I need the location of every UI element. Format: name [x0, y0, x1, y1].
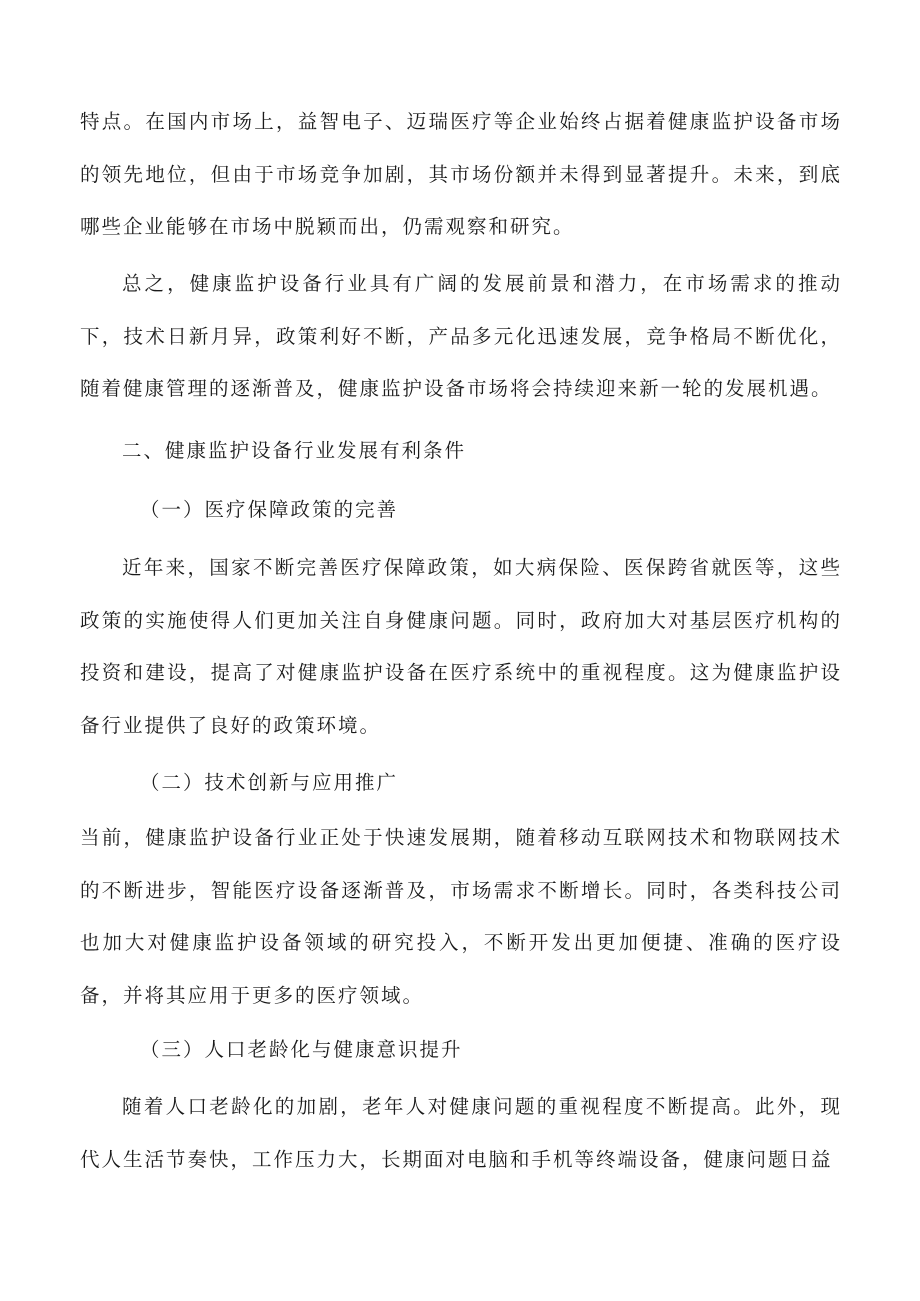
section-heading: 二、健康监护设备行业发展有利条件	[122, 439, 467, 462]
paragraph-subsection-2: 当前，健康监护设备行业正处于快速发展期，随着移动互联网技术和物联网技术的不断进步，智能医疗设备逐渐普及，市场需求不断增长。同时，各类科技公司也加大对健康监护设备领域的研究投入，不断开发出更加便捷、准确的医疗设备，并将其应用于更多的医疗领域。	[80, 826, 842, 1007]
paragraph-subsection-1: 近年来，国家不断完善医疗保障政策，如大病保险、医保跨省就医等，这些政策的实施使得人们更加关注自身健康问题。同时，政府加大对基层医疗机构的投资和建设，提高了对健康监护设备在医疗系统中的重视程度。这为健康监护设备行业提供了良好的政策环境。	[80, 556, 842, 737]
paragraph-subsection-3: 随着人口老龄化的加剧，老年人对健康问题的重视程度不断提高。此外，现代人生活节奏快，工作压力大，长期面对电脑和手机等终端设备，健康问题日益	[80, 1095, 842, 1171]
subsection-heading-3: （三）人口老龄化与健康意识提升	[140, 1038, 463, 1061]
subsection-heading-1: （一）医疗保障政策的完善	[140, 498, 399, 521]
paragraph-intro-continuation: 特点。在国内市场上，益智电子、迈瑞医疗等企业始终占据着健康监护设备市场的领先地位，但由于市场竞争加剧，其市场份额并未得到显著提升。未来，到底哪些企业能够在市场中脱颖而出，仍需观察和研究。	[80, 110, 842, 238]
subsection-heading-2: （二）技术创新与应用推广	[140, 771, 399, 794]
paragraph-summary: 总之，健康监护设备行业具有广阔的发展前景和潜力，在市场需求的推动下，技术日新月异，政策利好不断，产品多元化迅速发展，竞争格局不断优化，随着健康管理的逐渐普及，健康监护设备市场将会持续迎来新一轮的发展机遇。	[80, 272, 842, 400]
